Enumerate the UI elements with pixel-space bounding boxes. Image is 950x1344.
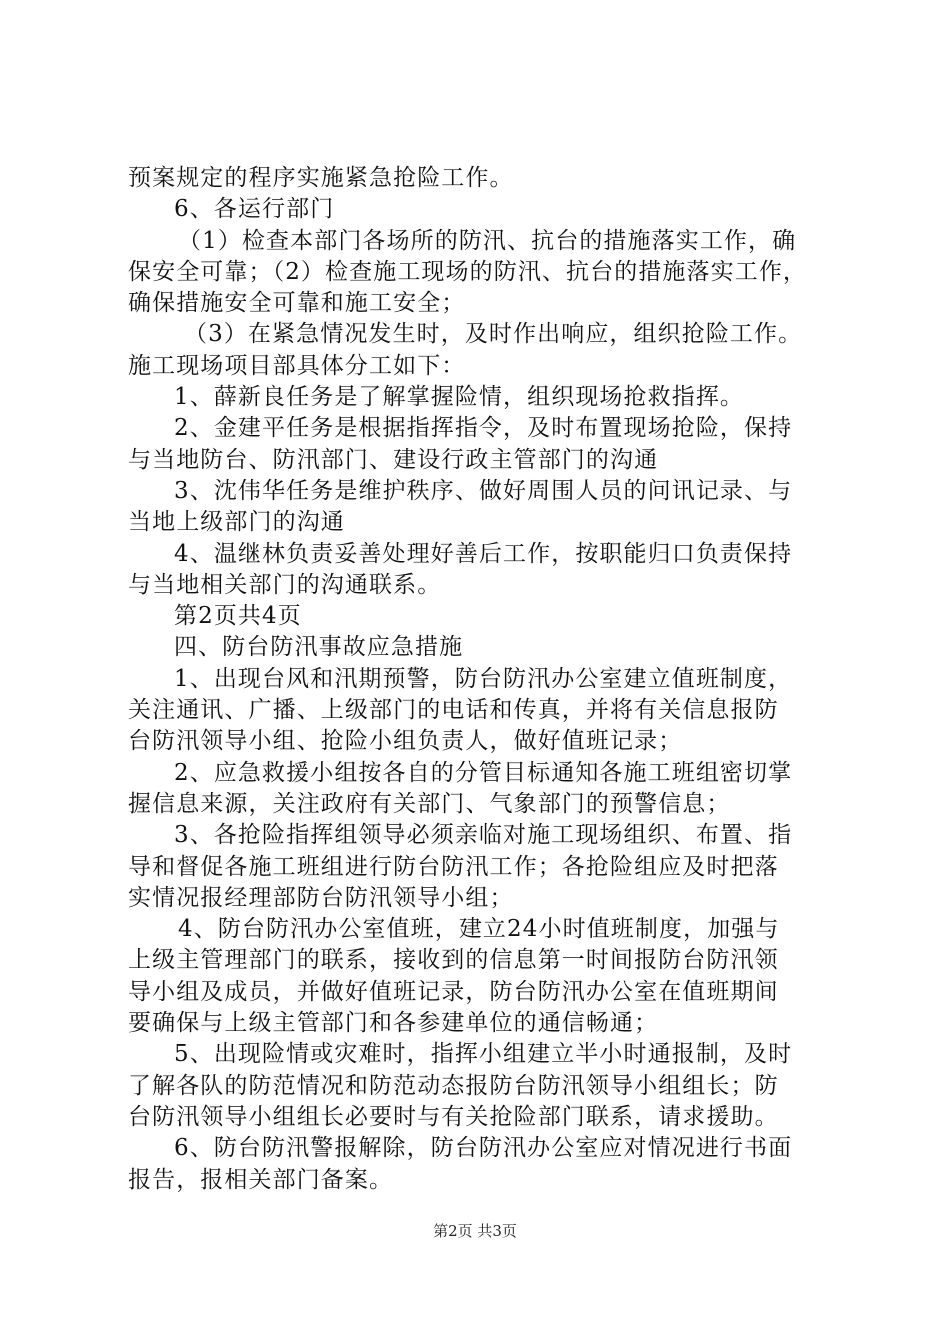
text-line: 与当地相关部门的沟通联系。 xyxy=(128,571,442,598)
text-line: 台防汛领导小组、抢险小组负责人，做好值班记录； xyxy=(128,728,683,755)
section-heading: 四、防台防汛事故应急措施 xyxy=(174,634,464,661)
text-line: 3、各抢险指挥组领导必须亲临对施工现场组织、布置、指 xyxy=(174,822,793,849)
text-line: 6、各运行部门 xyxy=(174,196,335,223)
text-line: 2、应急救援小组按各自的分管目标通知各施工班组密切掌 xyxy=(174,759,793,786)
text-line: 5、出现险情或灾难时，指挥小组建立半小时通报制，及时 xyxy=(174,1041,793,1068)
text-line: （3）在紧急情况发生时，及时作出响应，组织抢险工作。 xyxy=(184,321,803,348)
text-line: 1、出现台风和汛期预警，防台防汛办公室建立值班制度， xyxy=(174,665,793,692)
document-body xyxy=(128,163,838,1196)
text-line: 保安全可靠；（2）检查施工现场的防汛、抗台的措施落实工作， xyxy=(128,258,808,285)
page-marker: 第2页共4页 xyxy=(174,603,302,630)
text-line: 报告，报相关部门备案。 xyxy=(128,1166,394,1193)
text-line: 4、防台防汛办公室值班，建立24小时值班制度，加强与 xyxy=(178,916,780,943)
text-line: 上级主管理部门的联系，接收到的信息第一时间报防台防汛领 xyxy=(128,947,779,974)
text-line: 确保措施安全可靠和施工安全； xyxy=(128,290,466,317)
text-line: 要确保与上级主管部门和各参建单位的通信畅通； xyxy=(128,1010,659,1037)
text-line: 4、温继林负责妥善处理好善后工作，按职能归口负责保持 xyxy=(174,540,793,567)
text-line: 当地上级部门的沟通 xyxy=(128,509,345,536)
text-line: 3、沈伟华任务是维护秩序、做好周围人员的问讯记录、与 xyxy=(174,477,793,504)
text-line: 预案规定的程序实施紧急抢险工作。 xyxy=(128,165,514,191)
page-footer: 第2页 共3页 xyxy=(433,1222,517,1240)
text-line: 握信息来源，关注政府有关部门、气象部门的预警信息； xyxy=(128,790,731,817)
text-line: 施工现场项目部具体分工如下： xyxy=(128,352,466,379)
text-line: 导和督促各施工班组进行防台防汛工作；各抢险组应及时把落 xyxy=(128,853,779,880)
text-line: 台防汛领导小组组长必要时与有关抢险部门联系，请求援助。 xyxy=(128,1103,779,1130)
text-line: 导小组及成员，并做好值班记录，防台防汛办公室在值班期间 xyxy=(128,978,779,1005)
text-line: 关注通讯、广播、上级部门的电话和传真，并将有关信息报防 xyxy=(128,697,779,724)
text-line: 了解各队的防范情况和防范动态报防台防汛领导小组组长；防 xyxy=(128,1072,779,1099)
text-line: （1）检查本部门各场所的防汛、抗台的措施落实工作，确 xyxy=(178,227,797,254)
text-line: 1、薛新良任务是了解掌握险情，组织现场抢救指挥。 xyxy=(174,384,745,411)
text-line: 与当地防台、防汛部门、建设行政主管部门的沟通 xyxy=(128,446,659,473)
text-line: 实情况报经理部防台防汛领导小组； xyxy=(128,884,514,911)
text-line: 2、金建平任务是根据指挥指令，及时布置现场抢险，保持 xyxy=(174,415,793,442)
text-line: 6、防台防汛警报解除，防台防汛办公室应对情况进行书面 xyxy=(174,1135,793,1162)
